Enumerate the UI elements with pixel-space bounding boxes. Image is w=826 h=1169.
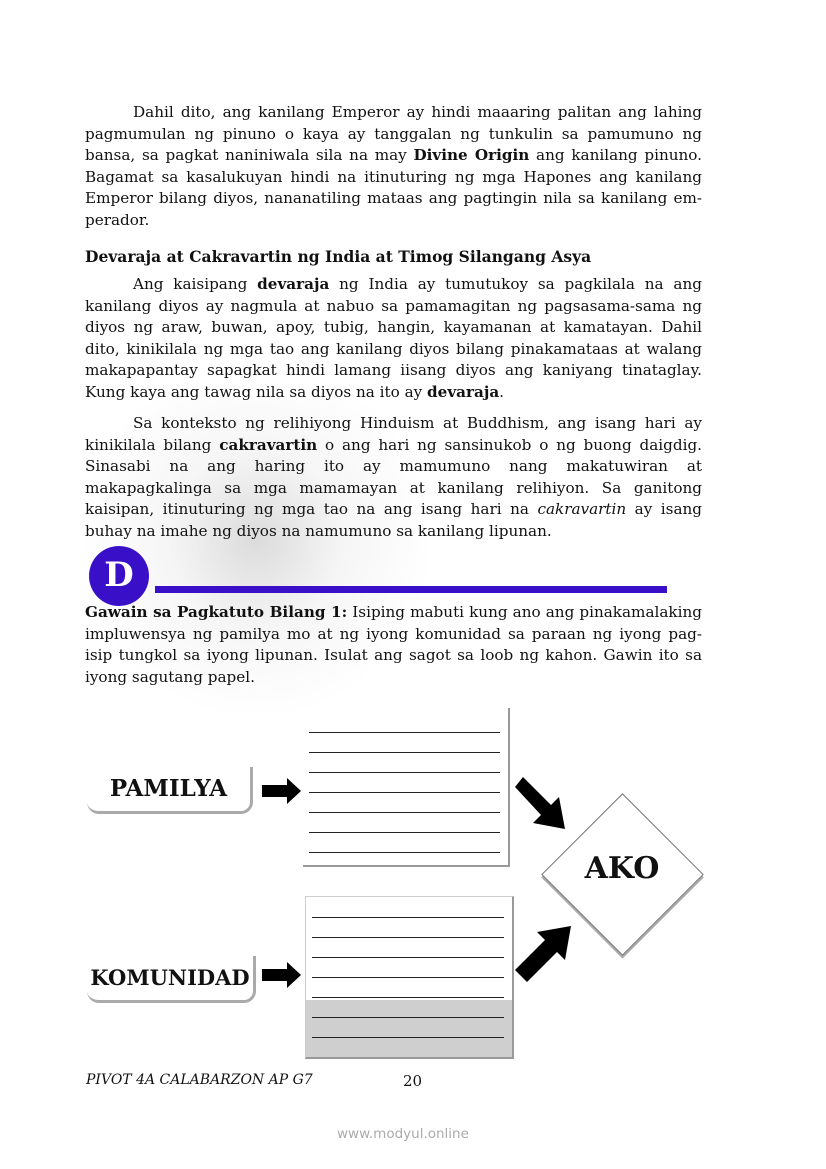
down-right-arrow-icon <box>512 775 570 833</box>
intro-paragraph: Dahil dito, ang kanilang Emperor ay hindi maaaring palitan ang lahing pagmumulan ng pinuno o kaya ay tanggalan ng tunkulin sa pamumuno ng bansa, sa pagkat naniniwala sila na may Divine Origin ang kanilang pinuno. Bagamat sa kasalukuyan hindi na itinuturing ng mga Hapones ang kanilang Emperor bilang diyos, nananatiling mataas ang pagtingin nila sa kanilang em-perador. <box>85 103 702 229</box>
section-divider <box>155 586 667 593</box>
pamilya-label: PAMILYA <box>87 767 253 814</box>
right-arrow-icon <box>262 962 302 988</box>
page-number: 20 <box>403 1072 423 1090</box>
website-watermark: www.modyul.online <box>337 1126 469 1142</box>
footer-module-name: PIVOT 4A CALABARZON AP G7 <box>86 1072 313 1088</box>
pamilya-answer-box[interactable] <box>303 708 510 867</box>
section-d-badge: D <box>89 546 149 606</box>
activity-instructions: Gawain sa Pagkatuto Bilang 1: Isiping mabuti kung ano ang pinakamalaking impluwensya ng pamilya mo at ng iyong komunidad sa paraan ng iyong pag-isip tungkol sa iyong lipunan. Isulat ang sagot sa loob ng kahon. Gawin ito sa iyong sagutang papel. <box>85 603 702 686</box>
up-right-arrow-icon <box>515 922 575 982</box>
devaraja-paragraph: Ang kaisipang devaraja ng India ay tumutukoy sa pagkilala na ang kanilang diyos ay nagmula at nabuo sa pamamagitan ng pagsasama-sama ng diyos ng araw, buwan, apoy, tubig, hangin, kayamanan at kamatayan. Dahil dito, kinikilala ng mga tao ang kanilang diyos bilang pinakamataas at walang makapapantay sapagkat hindi lamang iisang diyos ang kaniyang tinataglay. Kung kaya ang tawag nila sa diyos na ito ay devaraja. <box>85 275 702 401</box>
section-heading: Devaraja at Cakravartin ng India at Timog Silangang Asya <box>85 247 592 266</box>
komunidad-answer-box[interactable] <box>305 896 514 1059</box>
komunidad-label: KOMUNIDAD <box>87 956 256 1003</box>
cakravartin-paragraph: Sa konteksto ng relihiyong Hinduism at Buddhism, ang isang hari ay kinikilala bilang cakravartin o ang hari ng sansinukob o ng buong daigdig. Sinasabi na ang haring ito ay mamumuno nang makatuwiran at makapagkalinga sa mga mamamayan at kanilang relihiyon. Sa ganitong kaisipan, itinuturing ng mga tao na ang isang hari na cakravartin ay isang buhay na imahe ng diyos na namumuno sa kanilang lipunan. <box>85 414 703 540</box>
ako-label: AKO <box>584 851 660 886</box>
right-arrow-icon <box>262 778 302 804</box>
